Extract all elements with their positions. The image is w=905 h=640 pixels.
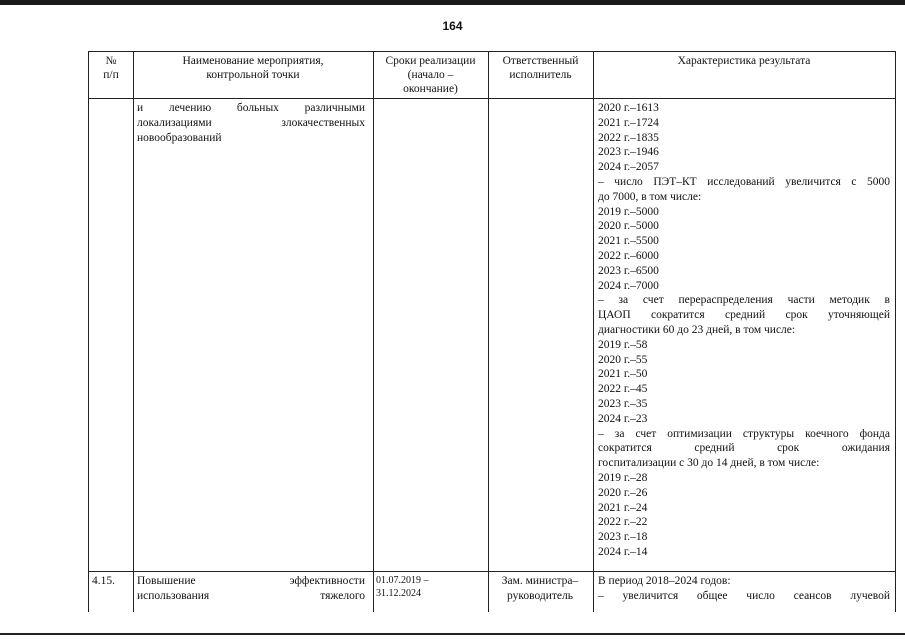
characteristic-line: 2022 г.–6000 <box>598 249 659 262</box>
characteristic-line: 2024 г.–2057 <box>598 161 659 174</box>
responsible-line: Зам. министра– <box>501 575 579 587</box>
page-number: 164 <box>442 19 463 33</box>
measure-name-line: и лечению больных различными <box>137 102 365 114</box>
characteristic-line: 2019 г.–28 <box>598 471 648 484</box>
column-divider <box>593 52 594 612</box>
measures-table <box>88 51 896 612</box>
header-characteristic <box>593 54 895 68</box>
characteristic-line: 2021 г.–1724 <box>598 116 659 129</box>
characteristic-line: – за счет перераспределения части методик в <box>598 294 890 307</box>
header-term <box>373 54 488 96</box>
responsible-line: руководитель <box>507 589 573 602</box>
characteristic-line: 2022 г.–45 <box>598 383 648 396</box>
measure-name-line: использования тяжелого <box>137 589 365 602</box>
header-divider <box>89 98 895 99</box>
implementation-term <box>376 574 486 600</box>
header-number-line: п/п <box>103 69 119 81</box>
header-term-line: Сроки реализации <box>385 55 476 67</box>
continued-characteristic <box>598 101 890 560</box>
characteristic-line: 2020 г.–1613 <box>598 102 659 114</box>
characteristic-line: 2019 г.–5000 <box>598 205 659 218</box>
characteristic-line: 2024 г.–14 <box>598 545 648 558</box>
row-number: 4.15. <box>92 575 115 587</box>
column-divider <box>133 52 134 612</box>
characteristic-line: – за счет оптимизации структуры коечного фонда <box>598 427 890 440</box>
term-line: 31.12.2024 <box>376 588 421 599</box>
header-responsible-line: Ответственный <box>502 55 579 67</box>
header-name-line: контрольной точки <box>206 69 300 81</box>
characteristic-line: 2023 г.–1946 <box>598 146 659 159</box>
row-divider <box>89 571 895 572</box>
characteristic-line: 2020 г.–5000 <box>598 220 659 233</box>
header-number-line: № <box>105 55 117 67</box>
characteristic-line: 2019 г.–58 <box>598 338 648 351</box>
characteristic-line: – увеличится общее число сеансов лучевой <box>598 589 890 602</box>
characteristic-line: до 7000, в том числе: <box>598 190 702 203</box>
characteristic-line: 2021 г.–24 <box>598 501 648 514</box>
column-divider <box>373 52 374 612</box>
characteristic-line: В период 2018–2024 годов: <box>598 575 731 587</box>
header-name <box>133 54 373 82</box>
characteristic-line: 2022 г.–22 <box>598 516 648 529</box>
responsible-executor <box>491 574 589 604</box>
measure-name <box>137 574 365 604</box>
measure-name-line: Повышение эффективности <box>137 575 365 587</box>
characteristic-line: 2020 г.–26 <box>598 486 648 499</box>
characteristic-line: сократится средний срок ожидания <box>598 442 890 455</box>
measure-name-line: локализациями злокачественных <box>137 116 365 129</box>
characteristic-line: 2020 г.–55 <box>598 353 648 366</box>
characteristic-line: 2022 г.–1835 <box>598 131 659 144</box>
header-responsible <box>488 54 593 82</box>
page-bottom-border <box>0 633 905 635</box>
column-divider <box>488 52 489 612</box>
characteristic-line: 2024 г.–23 <box>598 412 648 425</box>
header-name-line: Наименование мероприятия, <box>182 55 324 67</box>
result-characteristic <box>598 574 890 604</box>
characteristic-line: диагностики 60 до 23 дней, в том числе: <box>598 323 796 336</box>
characteristic-line: 2023 г.–35 <box>598 397 648 410</box>
header-responsible-line: исполнитель <box>509 69 572 81</box>
characteristic-line: 2021 г.–50 <box>598 368 648 381</box>
characteristic-line: 2024 г.–7000 <box>598 279 659 292</box>
header-term-line: окончание) <box>403 83 458 95</box>
measure-name-line: новообразований <box>137 131 222 144</box>
characteristic-line: ЦАОП сократится средний срок уточняющей <box>598 309 890 322</box>
characteristic-line: – число ПЭТ–КТ исследований увеличится с 5000 <box>598 175 890 188</box>
continued-measure-name <box>137 101 365 145</box>
characteristic-line: госпитализации с 30 до 14 дней, в том числе: <box>598 457 820 470</box>
header-term-line: (начало – <box>407 69 454 81</box>
characteristic-line: 2023 г.–18 <box>598 531 648 544</box>
characteristic-line: 2021 г.–5500 <box>598 235 659 248</box>
characteristic-line: 2023 г.–6500 <box>598 264 659 277</box>
header-characteristic-line: Характеристика результата <box>677 55 811 67</box>
header-number <box>89 54 133 82</box>
page-top-border <box>0 0 905 5</box>
term-line: 01.07.2019 – <box>376 575 429 586</box>
